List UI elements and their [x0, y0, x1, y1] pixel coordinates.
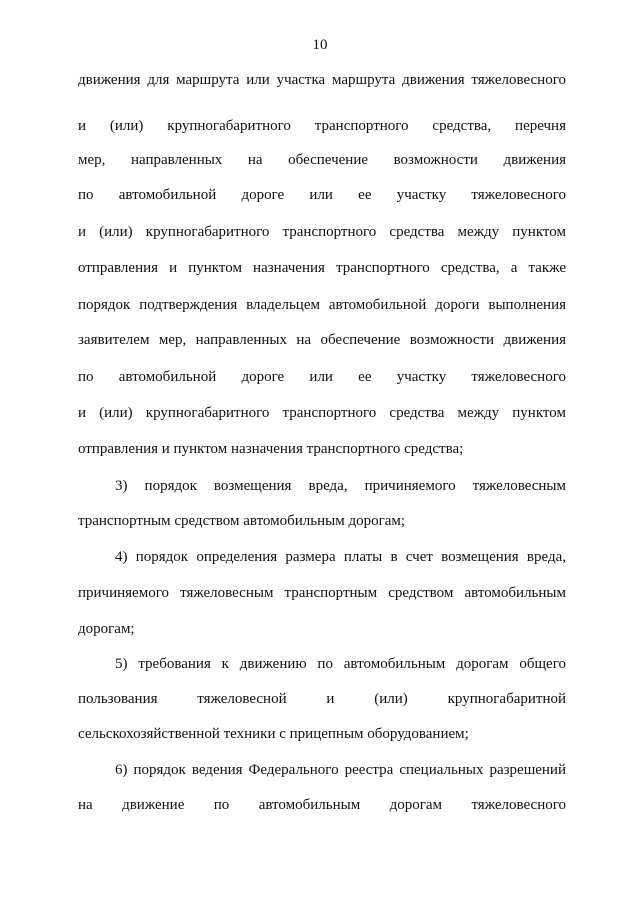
text-line-14: 4) порядок определения размера платы в счет возмещения вреда,: [115, 549, 566, 565]
text-line-6: отправления и пунктом назначения транспортного средства, а также: [78, 260, 566, 276]
text-line-8: заявителем мер, направленных на обеспечение возможности движения: [78, 332, 566, 348]
page-number: 10: [312, 37, 328, 53]
text-line-10: и (или) крупногабаритного транспортного средства между пунктом: [78, 405, 566, 421]
text-line-17: 5) требования к движению по автомобильным дорогам общего: [115, 656, 566, 672]
text-line-3: мер, направленных на обеспечение возможности движения: [78, 152, 566, 168]
text-line-16: дорогам;: [78, 621, 135, 637]
text-line-18: пользования тяжеловесной и (или) крупногабаритной: [78, 691, 566, 707]
text-line-13: транспортным средством автомобильным дорогам;: [78, 513, 406, 529]
text-line-15: причиняемого тяжеловесным транспортным средством автомобильным: [78, 585, 566, 601]
text-line-4: по автомобильной дороге или ее участку тяжеловесного: [78, 187, 566, 203]
text-line-21: на движение по автомобильным дорогам тяжеловесного: [78, 797, 566, 813]
text-line-19: сельскохозяйственной техники с прицепным оборудованием;: [78, 726, 469, 742]
text-line-20: 6) порядок ведения Федерального реестра специальных разрешений: [115, 762, 566, 778]
text-line-1: движения для маршрута или участка маршрута движения тяжеловесного: [78, 72, 566, 88]
text-line-9: по автомобильной дороге или ее участку тяжеловесного: [78, 369, 566, 385]
text-line-5: и (или) крупногабаритного транспортного средства между пунктом: [78, 224, 566, 240]
text-line-12: 3) порядок возмещения вреда, причиняемого тяжеловесным: [115, 478, 566, 494]
text-line-11: отправления и пунктом назначения транспортного средства;: [78, 441, 464, 457]
text-line-2: и (или) крупногабаритного транспортного средства, перечня: [78, 118, 566, 134]
text-line-7: порядок подтверждения владельцем автомобильной дороги выполнения: [78, 297, 566, 313]
